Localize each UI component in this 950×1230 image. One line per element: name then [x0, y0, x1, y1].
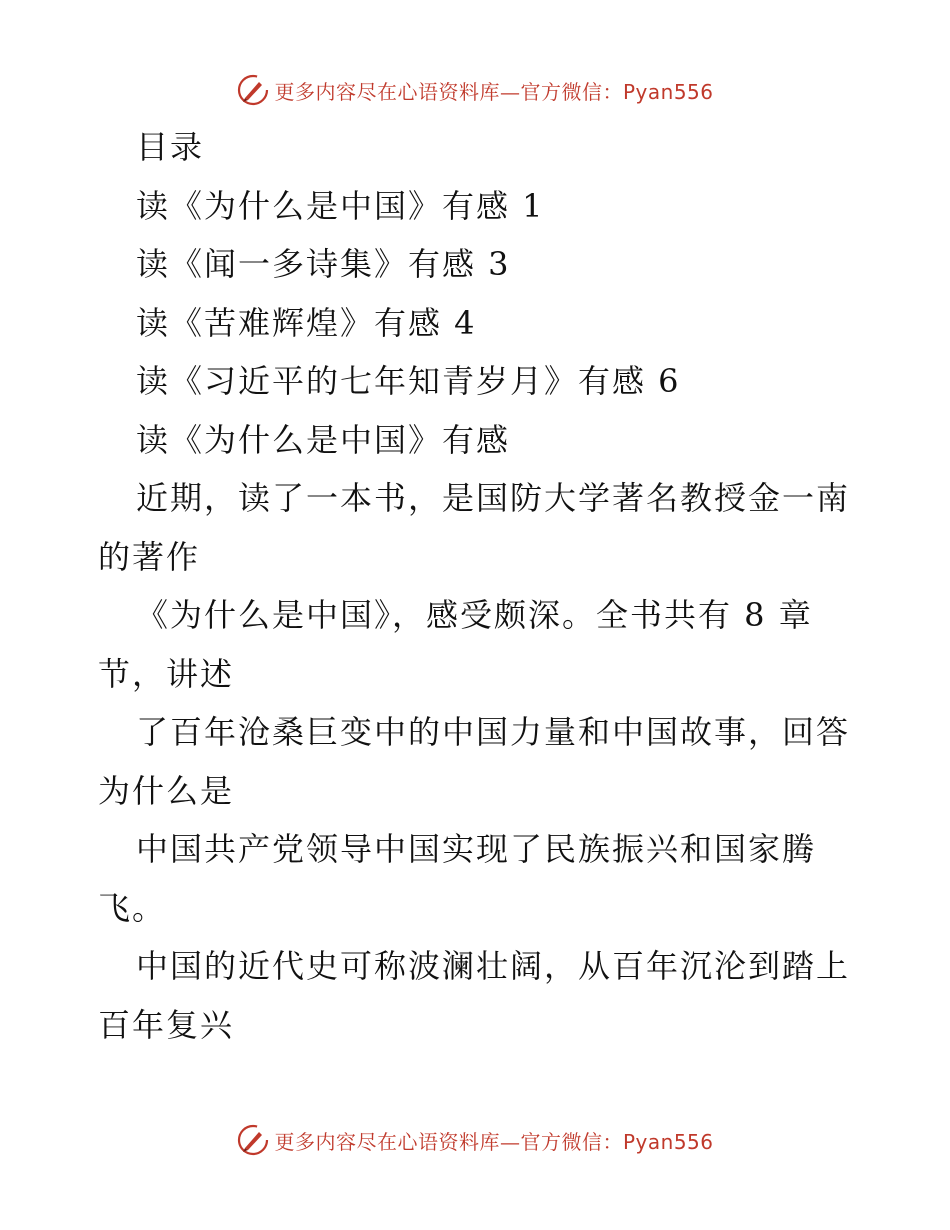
header-watermark-banner	[0, 70, 950, 110]
footer-watermark-banner	[0, 1120, 950, 1160]
toc-item: 读《习近平的七年知青岁月》有感 6	[136, 362, 681, 400]
toc-item: 读《苦难辉煌》有感 4	[136, 303, 477, 342]
paragraph-line: 中国共产党领导中国实现了民族振兴和国家腾	[136, 830, 817, 868]
paragraph-line: 的著作	[98, 537, 201, 576]
paragraph-line: 中国的近代史可称波澜壮阔，从百年沉沦到踏上	[136, 947, 851, 985]
banner-text	[274, 1126, 713, 1155]
paragraph-line: 近期，读了一本书，是国防大学著名教授金一南	[136, 479, 851, 517]
paragraph-line: 百年复兴	[98, 1005, 235, 1044]
paragraph-line: 了百年沧桑巨变中的中国力量和中国故事，回答	[136, 713, 851, 751]
wechat-id: Pyan556	[622, 1129, 714, 1154]
document-body	[98, 118, 858, 1054]
toc-item: 读《闻一多诗集》有感 3	[136, 245, 511, 283]
banner-label: 更多内容尽在心语资料库—官方微信：	[274, 79, 623, 104]
paragraph-line: 《为什么是中国》，感受颇深。全书共有 8 章	[136, 596, 813, 634]
toc-title: 目录	[136, 128, 205, 166]
paragraph-line: 节，讲述	[98, 654, 235, 693]
paragraph-line: 为什么是	[98, 771, 235, 810]
article-heading: 读《为什么是中国》有感	[136, 420, 511, 459]
toc-item: 读《为什么是中国》有感 1	[136, 186, 545, 225]
banner-label: 更多内容尽在心语资料库—官方微信：	[274, 1129, 623, 1154]
wechat-id: Pyan556	[622, 79, 714, 104]
quill-logo-icon	[236, 73, 270, 107]
paragraph-line: 飞。	[98, 888, 167, 927]
banner-text	[274, 76, 713, 105]
quill-logo-icon	[236, 1123, 270, 1157]
